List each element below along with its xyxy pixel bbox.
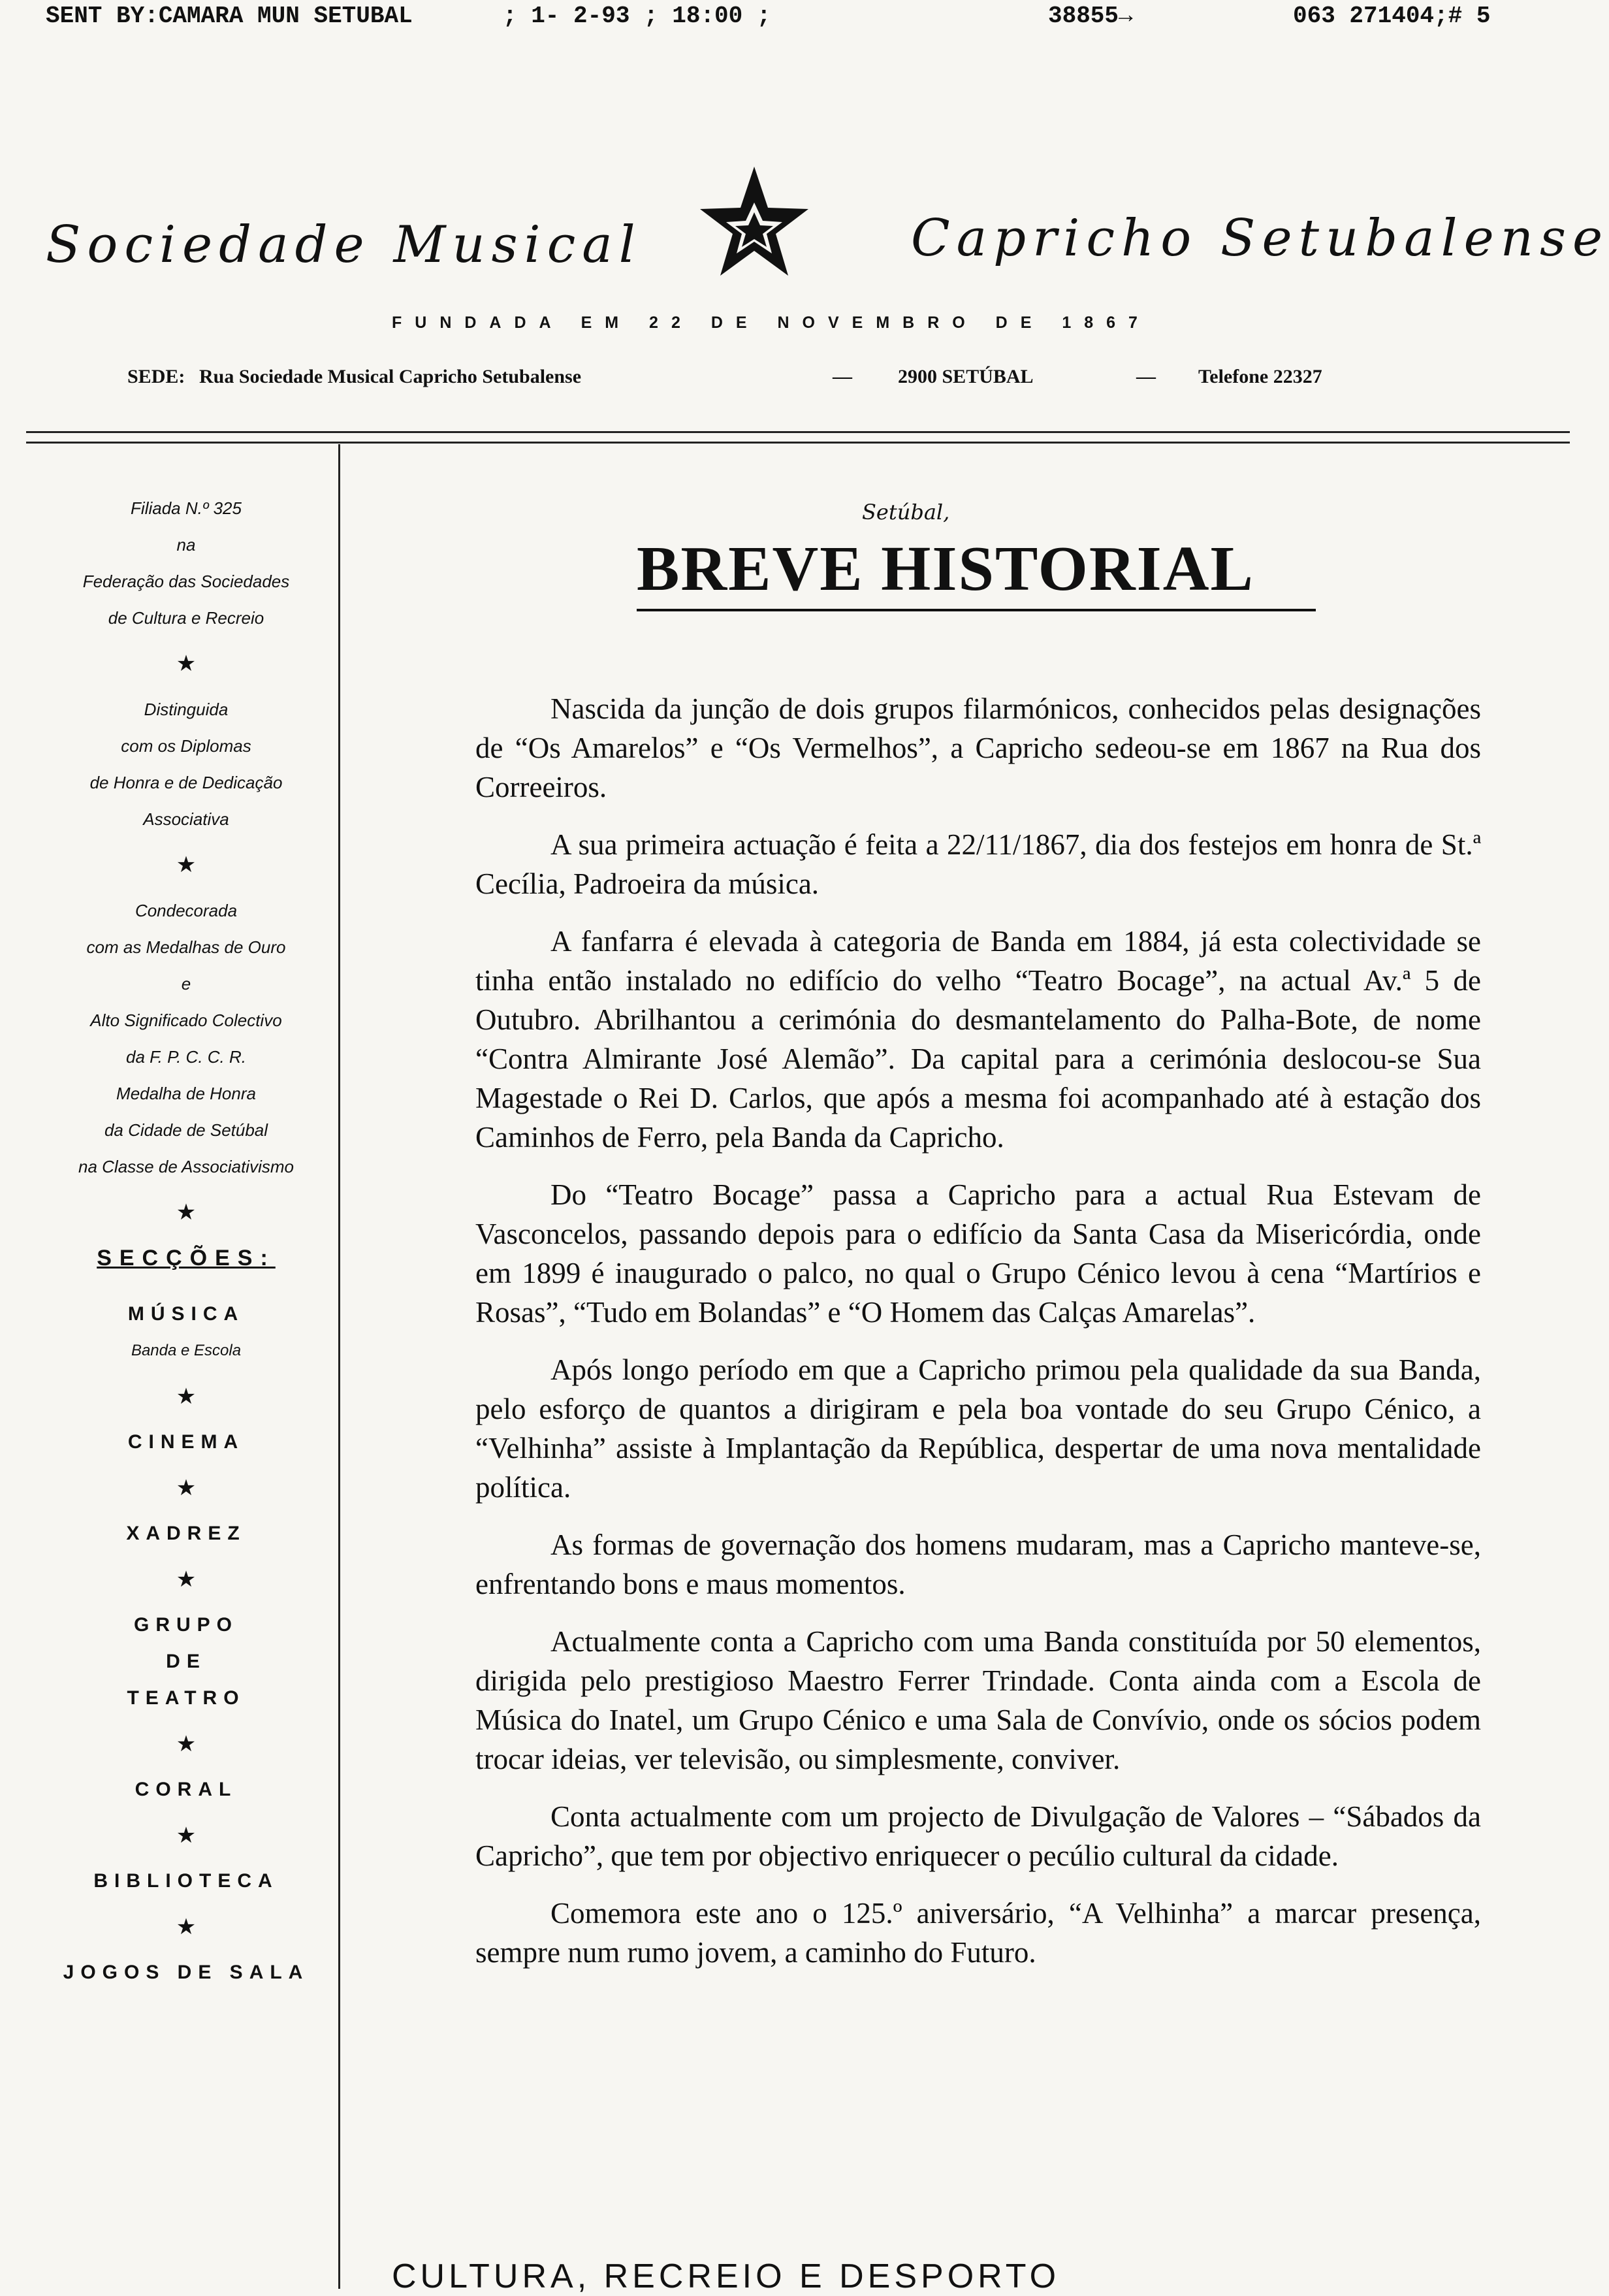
sede-separator-2: — (1136, 366, 1156, 387)
paragraph: A fanfarra é elevada à categoria de Banda em 1884, já esta colectividade se tinha então instalado no edifício do velho “Teatro Bocage”, na actual Av.ª 5 de Outubro. Abrilhantou a cerimónia do desmantelamento do Palha-Bote, de nome “Contra Almirante José Alemão”. Da capital para a cerimónia deslocou-se Sua Magestade o Rei D. Carlos, que após a mesma foi acompanhado até à estação dos Caminhos de Ferro, pela Banda da Capricho. (475, 925, 1481, 1154)
header-rule-bottom (26, 442, 1570, 444)
section-cinema: CINEMA (127, 1431, 245, 1453)
society-name-right: Capricho Setubalense (911, 209, 1609, 268)
section-grupo-de-teatro: GRUPO DE TEATRO (127, 1614, 246, 1709)
medal-line: na Classe de Associativismo (78, 1157, 294, 1176)
sede-city: 2900 SETÚBAL (898, 366, 1034, 387)
paragraph: Nascida da junção de dois grupos filarmónicos, conhecidos pelas designações de “Os Amarelos” e “Os Vermelhos”, a Capricho sedeou-se em 1867 na Rua dos Correeiros. (475, 692, 1481, 803)
distinction-line: com os Diplomas (121, 736, 251, 756)
distinction-line: Associativa (143, 809, 229, 829)
decoration-line: e (181, 974, 191, 994)
sidebar (33, 490, 340, 1991)
star-emblem-icon (699, 163, 810, 287)
affiliation-line: na (176, 535, 196, 555)
paragraph: Conta actualmente com um projecto de Divulgação de Valores – “Sábados da Capricho”, que tem por objectivo enriquecer o pecúlio cultural da cidade. (475, 1800, 1481, 1872)
paragraph: As formas de governação dos homens mudaram, mas a Capricho manteve-se, enfrentando bons e maus momentos. (475, 1528, 1481, 1600)
fax-sender: SENT BY:CAMARA MUN SETUBAL (46, 3, 413, 29)
star-bullet-icon: ★ (176, 1823, 197, 1848)
affiliation-line: Filiada N.º 325 (131, 498, 242, 518)
paragraph: Do “Teatro Bocage” passa a Capricho para a actual Rua Estevam de Vasconcelos, passando depois para o edifício da Santa Casa da Misericórdia, onde em 1899 é inaugurado o palco, no qual o Grupo Cénico levou à cena “Martírios e Rosas”, “Tudo em Bolandas” e “O Homem das Calças Amarelas”. (475, 1178, 1481, 1329)
sede-street: Rua Sociedade Musical Capricho Setubalense (199, 366, 582, 387)
decoration-line: Alto Significado Colectivo (90, 1011, 282, 1030)
fax-page-ref: 063 271404;# 5 (1293, 3, 1491, 29)
page-title: BREVE HISTORIAL (637, 534, 1254, 604)
star-bullet-icon: ★ (176, 651, 197, 676)
sede-label: SEDE: (127, 366, 185, 387)
star-bullet-icon: ★ (176, 1732, 197, 1756)
sede-separator-1: — (833, 366, 852, 387)
founded-line: FUNDADA EM 22 DE NOVEMBRO DE 1867 (392, 314, 1151, 332)
section-coral: CORAL (135, 1779, 238, 1800)
fax-number: 38855→ (1048, 3, 1133, 29)
star-bullet-icon: ★ (176, 1476, 197, 1500)
phone: Telefone 22327 (1198, 366, 1322, 387)
affiliation-line: de Cultura e Recreio (108, 608, 264, 628)
title-underline (637, 609, 1316, 611)
paragraph: A sua primeira actuação é feita a 22/11/1867, dia dos festejos em honra de St.ª Cecília, Padroeira da música. (475, 828, 1481, 900)
distinction-line: de Honra e de Dedicação (89, 773, 283, 792)
medal-line: Medalha de Honra (116, 1084, 256, 1103)
section-jogos-de-sala: JOGOS DE SALA (63, 1962, 310, 1983)
paragraph: Comemora este ano o 125.º aniversário, “A Velhinha” a marcar presença, sempre num rumo jovem, a caminho do Futuro. (475, 1897, 1481, 1969)
header-rule-top (26, 431, 1570, 433)
section-musica-sub: Banda e Escola (131, 1342, 242, 1359)
affiliation-line: Federação das Sociedades (82, 572, 290, 591)
section-biblioteca: BIBLIOTECA (93, 1870, 279, 1892)
decoration-line: com as Medalhas de Ouro (86, 937, 286, 957)
section-musica: MÚSICA (127, 1303, 245, 1325)
distinction-line: Distinguida (144, 700, 229, 719)
footer-banner: CULTURA, RECREIO E DESPORTO (392, 2257, 1060, 2295)
society-name-left: Sociedade Musical (46, 216, 642, 274)
place-dateline: Setúbal, (862, 500, 950, 525)
medal-line: da Cidade de Setúbal (104, 1120, 268, 1140)
fax-header (46, 3, 1583, 34)
paragraph: Actualmente conta a Capricho com uma Banda constituída por 50 elementos, dirigida pelo prestigioso Maestro Ferrer Trindade. Conta ainda com a Escola de Música do Inatel, um Grupo Cénico e uma Sala de Convívio, onde os sócios podem trocar ideias, ver televisão, ou simplesmente, conviver. (475, 1625, 1481, 1775)
star-bullet-icon: ★ (176, 1567, 197, 1592)
spacer (33, 1276, 340, 1296)
section-xadrez: XADREZ (126, 1523, 246, 1544)
article-body (475, 689, 1481, 1990)
star-bullet-icon: ★ (176, 1200, 197, 1225)
paragraph: Após longo período em que a Capricho primou pela qualidade da sua Banda, pelo esforço de quantos a dirigiram e pela boa vontade do seu Grupo Cénico, a “Velhinha” assiste à Implantação da República, despertar de uma nova mentalidade política. (475, 1353, 1481, 1504)
decoration-line: Condecorada (135, 901, 238, 920)
star-bullet-icon: ★ (176, 1384, 197, 1409)
fax-datetime: ; 1- 2-93 ; 18:00 ; (503, 3, 771, 29)
sections-title: SECÇÕES: (97, 1246, 276, 1270)
star-bullet-icon: ★ (176, 1915, 197, 1939)
decoration-line: da F. P. C. C. R. (125, 1047, 246, 1067)
star-bullet-icon: ★ (176, 852, 197, 877)
